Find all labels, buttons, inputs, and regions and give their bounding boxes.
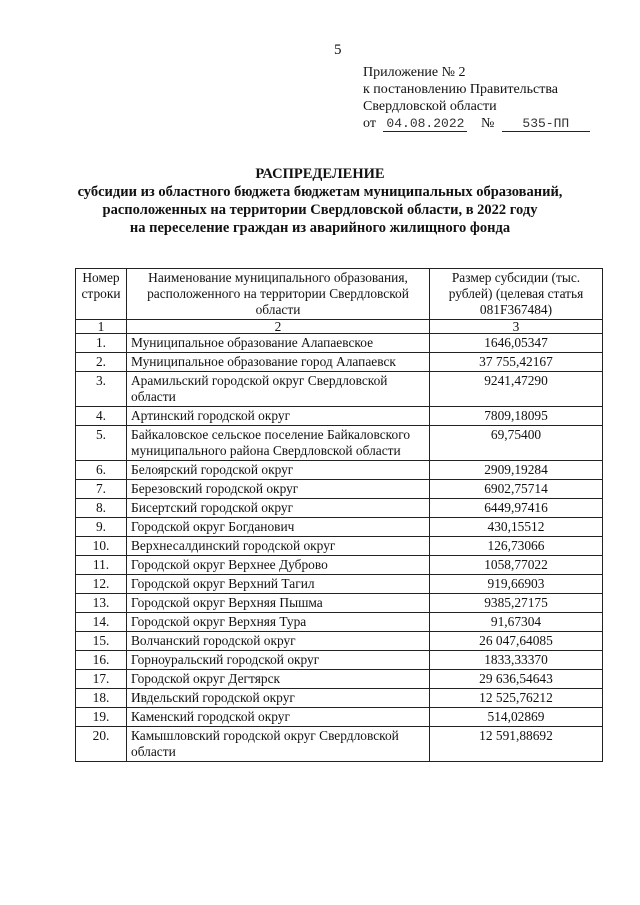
row-number-cell: 13. (76, 594, 127, 613)
header-row-number: Номер строки (76, 269, 127, 320)
municipality-cell: Арамильский городской округ Свердловской области (127, 372, 430, 407)
title-line-2: субсидии из областного бюджета бюджетам муниципальных образований, (77, 184, 563, 200)
decree-date: 04.08.2022 (383, 117, 467, 132)
table-row (76, 334, 603, 353)
table-row (76, 461, 603, 480)
row-number-cell: 11. (76, 556, 127, 575)
municipality-cell: Верхнесалдинский городской округ (127, 537, 430, 556)
subsidy-amount-cell: 69,75400 (430, 426, 603, 461)
subsidy-amount-cell: 6902,75714 (430, 480, 603, 499)
header-municipality: Наименование муниципального образования, расположенного на территории Свердловской области (127, 269, 430, 320)
row-number-cell: 19. (76, 708, 127, 727)
municipality-cell: Городской округ Верхняя Пышма (127, 594, 430, 613)
subsidy-amount-cell: 1058,77022 (430, 556, 603, 575)
municipality-cell: Артинский городской округ (127, 407, 430, 426)
subsidy-table (75, 268, 603, 762)
table-row (76, 556, 603, 575)
subsidy-amount-cell: 37 755,42167 (430, 353, 603, 372)
row-number-cell: 17. (76, 670, 127, 689)
row-number-cell: 3. (76, 372, 127, 407)
row-number-cell: 7. (76, 480, 127, 499)
subsidy-amount-cell: 1646,05347 (430, 334, 603, 353)
subsidy-amount-cell: 29 636,54643 (430, 670, 603, 689)
title-line-4: на переселение граждан из аварийного жилищного фонда (129, 220, 511, 236)
column-number: 2 (127, 320, 430, 334)
subsidy-amount-cell: 12 591,88692 (430, 727, 603, 762)
table-row (76, 689, 603, 708)
row-number-cell: 18. (76, 689, 127, 708)
municipality-cell: Городской округ Верхнее Дуброво (127, 556, 430, 575)
municipality-cell: Городской округ Верхняя Тура (127, 613, 430, 632)
municipality-cell: Белоярский городской округ (127, 461, 430, 480)
table-row (76, 708, 603, 727)
row-number-cell: 16. (76, 651, 127, 670)
table-row (76, 518, 603, 537)
header-subsidy-amount: Размер субсидии (тыс. рублей) (целевая статья 081F367484) (430, 269, 603, 320)
municipality-cell: Ивдельский городской округ (127, 689, 430, 708)
municipality-cell: Горноуральский городской округ (127, 651, 430, 670)
table-row (76, 651, 603, 670)
document-title (40, 165, 600, 237)
title-line-3: расположенных на территории Свердловской области, в 2022 году (102, 202, 538, 218)
table-row (76, 670, 603, 689)
number-label: № (480, 116, 495, 131)
subsidy-amount-cell: 26 047,64085 (430, 632, 603, 651)
subsidy-amount-cell: 919,66903 (430, 575, 603, 594)
table-row (76, 594, 603, 613)
table-row (76, 575, 603, 594)
subsidy-amount-cell: 12 525,76212 (430, 689, 603, 708)
municipality-cell: Каменский городской округ (127, 708, 430, 727)
subsidy-amount-cell: 7809,18095 (430, 407, 603, 426)
row-number-cell: 10. (76, 537, 127, 556)
appendix-line-2: к постановлению Правительства (363, 82, 559, 97)
column-number: 1 (76, 320, 127, 334)
table-row (76, 537, 603, 556)
decree-number: 535-ПП (502, 117, 590, 132)
column-number-row (76, 320, 603, 334)
subsidy-amount-cell: 2909,19284 (430, 461, 603, 480)
municipality-cell: Муниципальное образование Алапаевское (127, 334, 430, 353)
municipality-cell: Волчанский городской округ (127, 632, 430, 651)
municipality-cell: Березовский городской округ (127, 480, 430, 499)
row-number-cell: 9. (76, 518, 127, 537)
table-header-row (76, 269, 603, 320)
row-number-cell: 14. (76, 613, 127, 632)
subsidy-amount-cell: 514,02869 (430, 708, 603, 727)
row-number-cell: 20. (76, 727, 127, 762)
appendix-line-1: Приложение № 2 (363, 65, 466, 80)
table-row (76, 632, 603, 651)
row-number-cell: 15. (76, 632, 127, 651)
municipality-cell: Камышловский городской округ Свердловской области (127, 727, 430, 762)
table-row (76, 407, 603, 426)
table-row (76, 480, 603, 499)
row-number-cell: 5. (76, 426, 127, 461)
table-row (76, 727, 603, 762)
subsidy-amount-cell: 6449,97416 (430, 499, 603, 518)
row-number-cell: 6. (76, 461, 127, 480)
appendix-line-3: Свердловской области (363, 99, 497, 114)
column-number: 3 (430, 320, 603, 334)
subsidy-amount-cell: 126,73066 (430, 537, 603, 556)
row-number-cell: 4. (76, 407, 127, 426)
table-row (76, 613, 603, 632)
municipality-cell: Муниципальное образование город Алапаевск (127, 353, 430, 372)
row-number-cell: 2. (76, 353, 127, 372)
municipality-cell: Городской округ Богданович (127, 518, 430, 537)
municipality-cell: Бисертский городской округ (127, 499, 430, 518)
municipality-cell: Городской округ Дегтярск (127, 670, 430, 689)
subsidy-amount-cell: 9385,27175 (430, 594, 603, 613)
row-number-cell: 12. (76, 575, 127, 594)
from-label: от (363, 116, 376, 131)
table-row (76, 499, 603, 518)
subsidy-amount-cell: 430,15512 (430, 518, 603, 537)
row-number-cell: 1. (76, 334, 127, 353)
table-row (76, 353, 603, 372)
subsidy-amount-cell: 1833,33370 (430, 651, 603, 670)
title-line-1: РАСПРЕДЕЛЕНИЕ (255, 166, 385, 182)
municipality-cell: Байкаловское сельское поселение Байкаловского муниципального района Свердловской области (127, 426, 430, 461)
appendix-block (363, 64, 590, 132)
subsidy-amount-cell: 91,67304 (430, 613, 603, 632)
table-row (76, 372, 603, 407)
appendix-date-line (363, 115, 590, 132)
table-row (76, 426, 603, 461)
subsidy-amount-cell: 9241,47290 (430, 372, 603, 407)
municipality-cell: Городской округ Верхний Тагил (127, 575, 430, 594)
row-number-cell: 8. (76, 499, 127, 518)
page-number: 5 (334, 42, 342, 58)
